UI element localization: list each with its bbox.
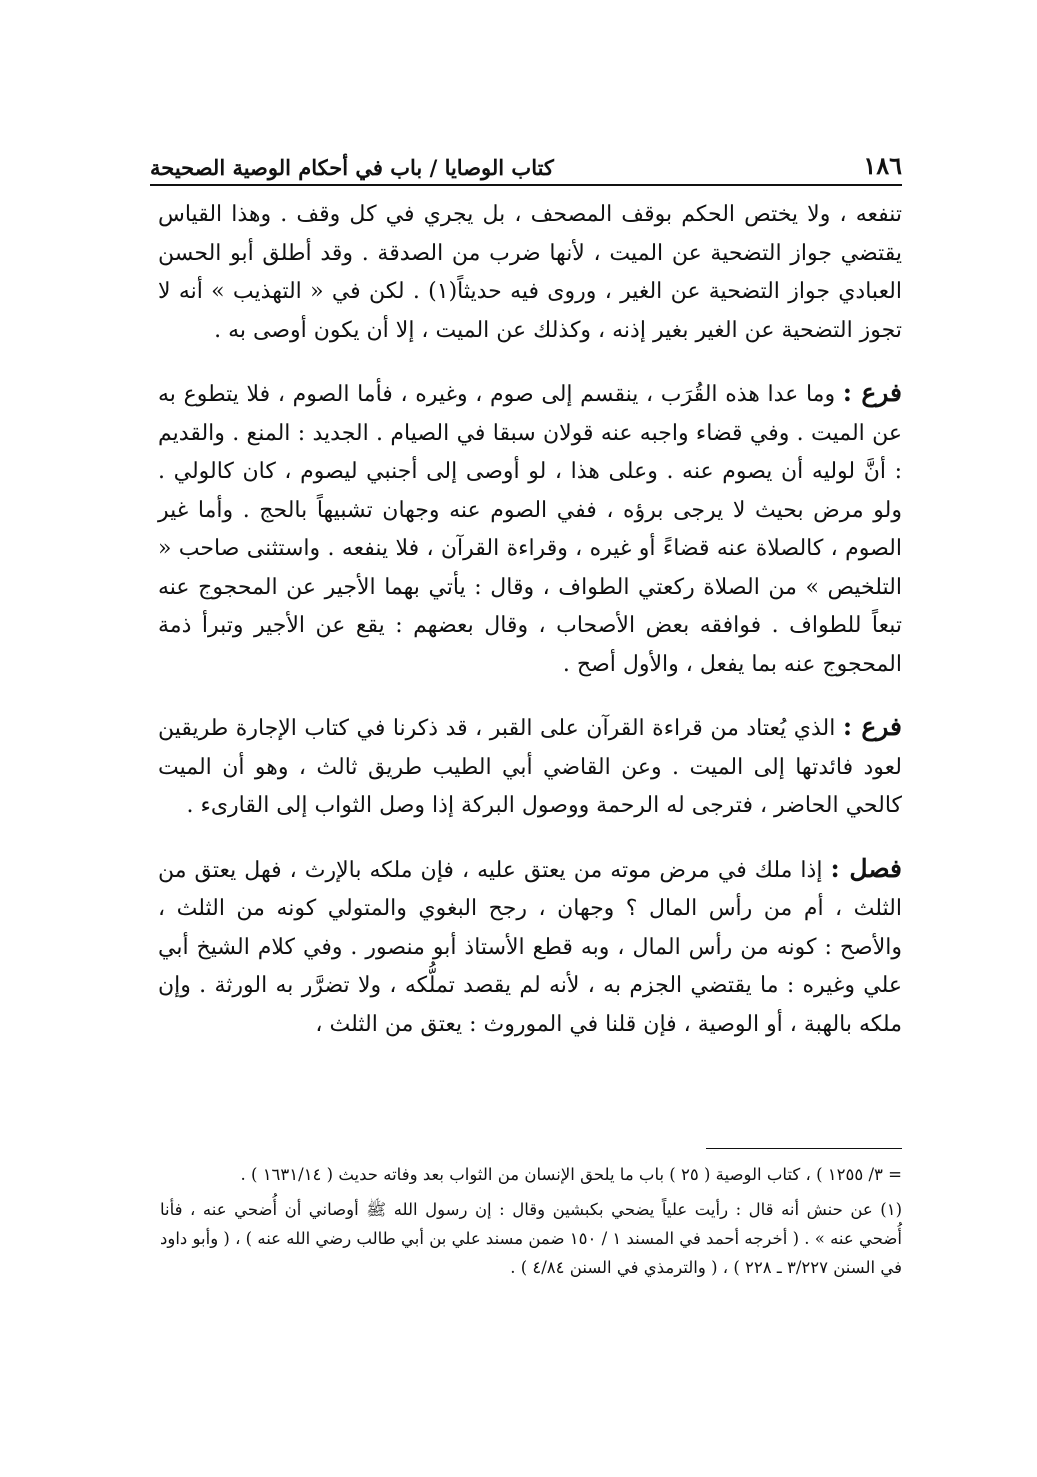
paragraph-3 [158,708,902,826]
main-text [158,196,902,1068]
paragraph-3-heading: فرع : [842,712,903,741]
footnote-1: (١) عن حنش أنه قال : رأيت علياً يضحي بكبشين وقال : إن رسول الله ﷺ أوصاني أن أُضحي عنه ، فأنا أُضحي عنه » . ( أخرجه أحمد في المسند ١ / ١٥٠ ضمن مسند علي بن أبي طالب رضي الله عنه ) ، ( وأبو داود في السنن ٣/٢٢٧ ـ ٢٢٨ ) ، ( والترمذي في السنن ٤/٨٤ ) . [160,1200,902,1277]
paragraph-4-heading: فصل : [830,853,902,883]
running-title: كتاب الوصايا / باب في أحكام الوصية الصحيحة [150,155,554,180]
paragraph-4 [158,850,902,1045]
page-number: ١٨٦ [863,151,902,180]
paragraph-3-text: الذي يُعتاد من قراءة القرآن على القبر ، قد ذكرنا في كتاب الإجارة طريقين لعود فائدتها إلى الميت . وعن القاضي أبي الطيب طريق ثالث ، وهو أن الميت كالحي الحاضر ، فترجى له الرحمة ووصول البركة إذا وصل الثواب إلى القارىء . [158,716,902,818]
footnotes [160,1160,902,1288]
page-header [150,140,902,180]
paragraph-2-heading: فرع : [842,378,902,407]
footnote-divider [706,1148,902,1149]
paragraph-1-text: تنفعه ، ولا يختص الحكم بوقف المصحف ، بل يجري في كل وقف . وهذا القياس يقتضي جواز التضحية عن الميت ، لأنها ضرب من الصدقة . وقد أطلق أبو الحسن العبادي جواز التضحية عن الغير ، وروى فيه حديثاً(١) . لكن في « التهذيب » أنه لا تجوز التضحية عن الغير بغير إذنه ، وكذلك عن الميت ، إلا أن يكون أوصى به . [158,202,902,343]
header-divider [150,184,902,186]
paragraph-1 [158,196,902,350]
footnote-continued: = ٣/ ١٢٥٥ ) ، كتاب الوصية ( ٢٥ ) باب ما يلحق الإنسان من الثواب بعد وفاته حديث ( ١٦٣١/١٤ ) . [240,1165,902,1184]
paragraph-2 [158,374,902,684]
paragraph-4-text: إذا ملك في مرض موته من يعتق عليه ، فإن ملكه بالإرث ، فهل يعتق من الثلث ، أم من رأس المال ؟ وجهان ، رجح البغوي والمتولي كونه من الثلث ، والأصح : كونه من رأس المال ، وبه قطع الأستاذ أبو منصور . وفي كلام الشيخ أبي علي وغيره : ما يقتضي الجزم به ، لأنه لم يقصد تملُّكه ، ولا تضرَّر به الورثة . وإن ملكه بالهبة ، أو الوصية ، فإن قلنا في الموروث : يعتق من الثلث ، [158,857,902,1037]
paragraph-2-text: وما عدا هذه القُرَب ، ينقسم إلى صوم ، وغيره ، فأما الصوم ، فلا يتطوع به عن الميت . وفي قضاء واجبه عنه قولان سبقا في الصيام . الجديد : المنع . والقديم : أنَّ لوليه أن يصوم عنه . وعلى هذا ، لو أوصى إلى أجنبي ليصوم ، كان كالولي . ولو مرض بحيث لا يرجى برؤه ، ففي الصوم عنه وجهان تشبيهاً بالحج . وأما غير الصوم ، كالصلاة عنه قضاءً أو غيره ، وقراءة القرآن ، فلا ينفعه . واستثنى صاحب « التلخيص » من الصلاة ركعتي الطواف ، وقال : يأتي بهما الأجير عن المحجوج عنه تبعاً للطواف . فوافقه بعض الأصحاب ، وقال بعضهم : يقع عن الأجير وتبرأ ذمة المحجوج عنه بما يفعل ، والأول أصح . [158,382,902,677]
